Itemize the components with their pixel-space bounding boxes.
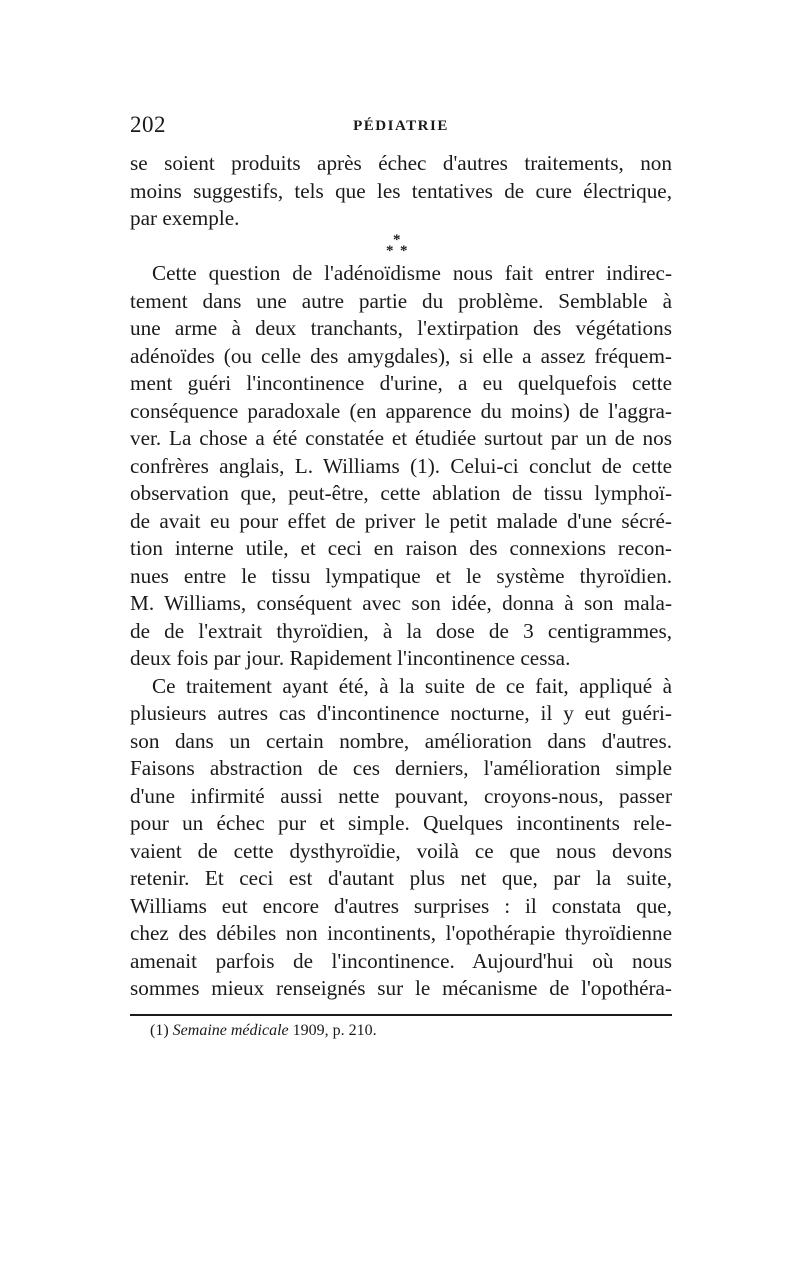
asterism	[130, 233, 672, 261]
text-line: Ce traitement ayant été, à la suite de ce fait, appliqué à	[152, 673, 672, 698]
text-line: deux fois par jour. Rapidement l'incontinence cessa.	[130, 646, 571, 670]
text-line: adénoïdes (ou celle des amygdales), si elle a assez fréquem-	[130, 343, 672, 368]
asterism-star: *	[400, 242, 408, 259]
text-line: confrères anglais, L. Williams (1). Celui-ci conclut de cette	[130, 453, 672, 478]
footnote-reference: 1909, p. 210.	[288, 1022, 377, 1039]
footnote-rule	[130, 1014, 672, 1016]
text-line: conséquence paradoxale (en apparence du moins) de l'aggra-	[130, 398, 672, 423]
footnote-marker: (1)	[150, 1022, 173, 1039]
text-line: retenir. Et ceci est d'autant plus net que, par la suite,	[130, 866, 672, 890]
paragraph-2	[130, 260, 672, 673]
text-line: plusieurs autres cas d'incontinence nocturne, il y eut guéri-	[130, 701, 672, 725]
text-line: par exemple.	[130, 206, 240, 230]
text-line: chez des débiles non incontinents, l'opothérapie thyroïdienne	[130, 921, 672, 945]
paragraph-1	[130, 150, 672, 233]
body-text	[130, 150, 672, 1003]
text-line: vaient de cette dysthyroïdie, voilà ce que nous devons	[130, 838, 672, 863]
text-line: observation que, peut-être, cette ablation de tissu lymphoï-	[130, 481, 672, 505]
text-line: moins suggestifs, tels que les tentatives de cure électrique,	[130, 178, 672, 203]
footnote-journal: Semaine médicale	[172, 1022, 289, 1039]
text-line: son dans un certain nombre, amélioration dans d'autres.	[130, 728, 672, 753]
page-number: 202	[130, 112, 166, 137]
page-header	[130, 112, 672, 142]
text-line: Cette question de l'adénoïdisme nous fait entrer indirec-	[152, 261, 672, 285]
paragraph-3	[130, 673, 672, 1003]
text-line: sommes mieux renseignés sur le mécanisme de l'opothéra-	[130, 976, 672, 1000]
text-line: Faisons abstraction de ces derniers, l'amélioration simple	[130, 756, 672, 780]
text-line: pour un échec pur et simple. Quelques incontinents rele-	[130, 811, 672, 835]
text-line: d'une infirmité aussi nette pouvant, croyons-nous, passer	[130, 783, 672, 808]
text-line: nues entre le tissu lympatique et le système thyroïdien.	[130, 563, 672, 588]
text-line: ver. La chose a été constatée et étudiée surtout par un de nos	[130, 426, 672, 450]
text-line: tement dans une autre partie du problème. Semblable à	[130, 288, 672, 313]
text-line: se soient produits après échec d'autres traitements, non	[130, 151, 672, 175]
text-line: de avait eu pour effet de priver le petit malade d'une sécré-	[130, 508, 672, 533]
text-line: tion interne utile, et ceci en raison des connexions recon-	[130, 536, 672, 560]
text-line: de de l'extrait thyroïdien, à la dose de 3 centigrammes,	[130, 618, 672, 643]
text-line: amenait parfois de l'incontinence. Aujourd'hui où nous	[130, 948, 672, 973]
footnote	[150, 1021, 670, 1041]
text-line: une arme à deux tranchants, l'extirpation des végétations	[130, 316, 672, 340]
asterism-star: *	[393, 231, 401, 248]
running-head: PÉDIATRIE	[353, 118, 449, 134]
asterism-star: *	[386, 242, 394, 259]
text-line: Williams eut encore d'autres surprises : il constata que,	[130, 893, 672, 918]
text-line: ment guéri l'incontinence d'urine, a eu quelquefois cette	[130, 371, 672, 395]
text-line: M. Williams, conséquent avec son idée, donna à son mala-	[130, 591, 672, 615]
